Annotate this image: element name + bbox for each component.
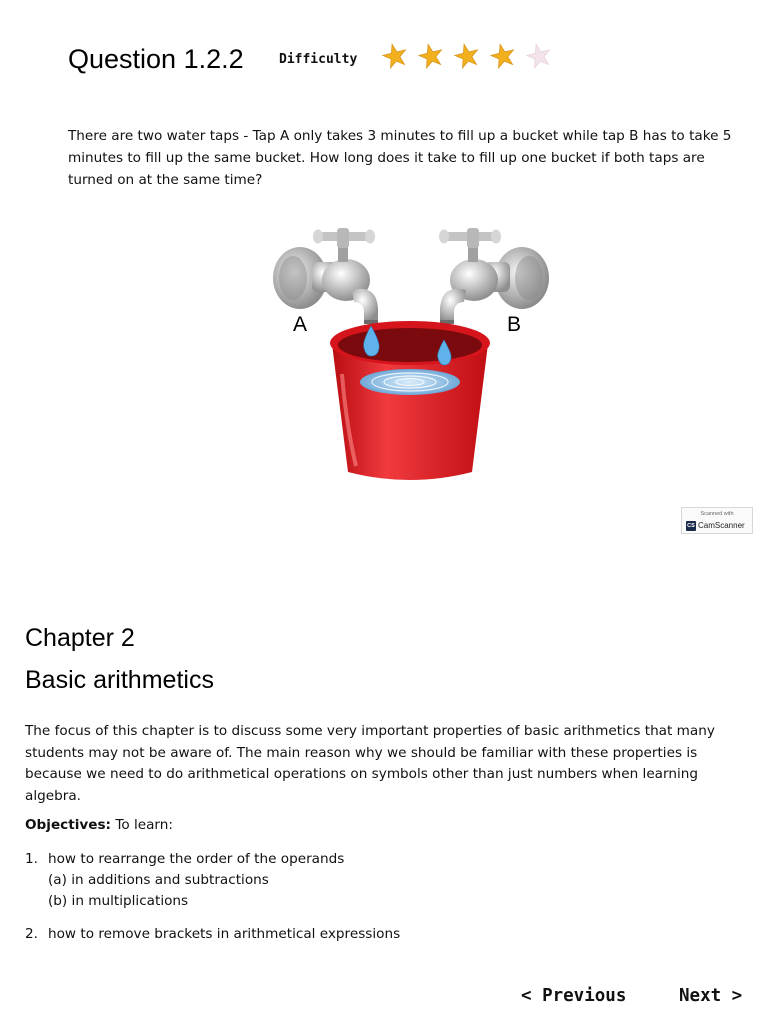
difficulty-label: Difficulty (279, 52, 358, 67)
watermark-small-text: Scanned with (700, 511, 734, 517)
tap-b-label: B (507, 313, 522, 336)
list-item-number: 1. (25, 851, 38, 867)
tap-a (273, 228, 378, 324)
objectives-label: Objectives: (25, 817, 111, 833)
tap-a-label: A (293, 313, 308, 336)
star-icon (381, 42, 409, 70)
objectives (25, 817, 173, 833)
list-item-number: 2. (25, 926, 38, 942)
taps-bucket-illustration (260, 214, 560, 494)
star-empty-icon (525, 42, 553, 70)
star-icon (453, 42, 481, 70)
watermark-name: CamScanner (698, 521, 745, 530)
chapter-intro: The focus of this chapter is to discuss some very important properties of basic arithmetics that many students may not be aware of. The main reason why we should be familiar with these properties is because we need to do arithmetical operations on symbols other than just numbers when learning algebra. (25, 723, 715, 804)
list-subitem-text: (b) in multiplications (48, 893, 189, 909)
star-icon (417, 42, 445, 70)
tap-b (439, 228, 549, 324)
chapter-title: Basic arithmetics (25, 666, 214, 694)
camscanner-logo-icon: CS (687, 523, 695, 529)
star-icon (489, 42, 517, 70)
next-link[interactable]: Next > (679, 986, 743, 1006)
list-item-text: how to rearrange the order of the operands (48, 851, 345, 867)
camscanner-watermark (681, 507, 753, 534)
bucket (330, 321, 490, 480)
list-item-text: how to remove brackets in arithmetical expressions (48, 926, 401, 942)
list-subitem-text: (a) in additions and subtractions (48, 872, 269, 888)
previous-link[interactable]: < Previous (521, 986, 627, 1006)
objectives-text: To learn: (115, 817, 173, 833)
question-title: Question 1.2.2 (68, 44, 244, 74)
chapter-number: Chapter 2 (25, 624, 135, 652)
question-text: There are two water taps - Tap A only takes 3 minutes to fill up a bucket while tap B has to take 5 minutes to fill up the same bucket. How long does it take to fill up one bucket if both taps are turned on at the same time? (68, 128, 732, 188)
